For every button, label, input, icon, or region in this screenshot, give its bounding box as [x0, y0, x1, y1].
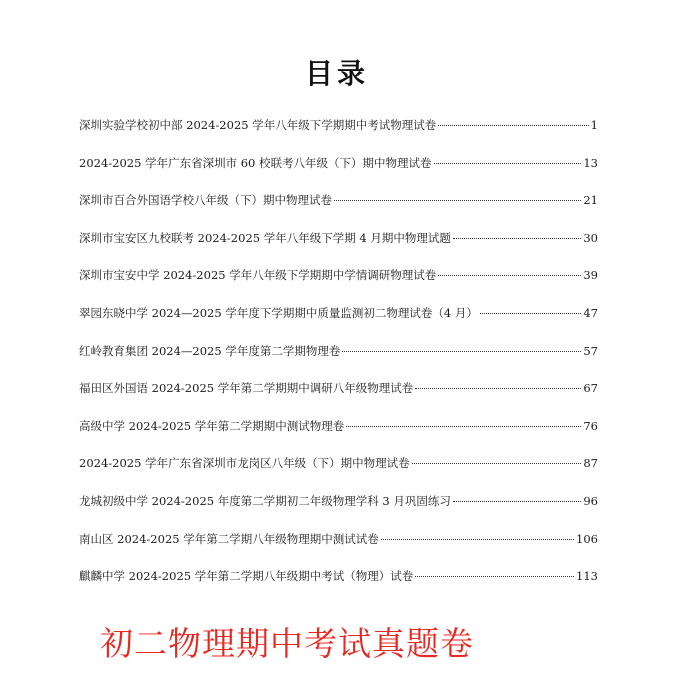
- toc-entry-page: 87: [583, 456, 598, 471]
- toc-entry-page: 106: [576, 531, 598, 546]
- dot-leader: [434, 163, 582, 164]
- toc-entry-page: 57: [583, 343, 598, 358]
- toc-entry-page: 21: [583, 193, 598, 208]
- toc-entry-title: 麒麟中学 2024-2025 学年第二学期八年级期中考试（物理）试卷: [79, 569, 414, 584]
- toc-entry-title: 南山区 2024-2025 学年第二学期八年级物理期中测试试卷: [79, 531, 379, 546]
- toc-entry[interactable]: [79, 112, 598, 150]
- toc-entry[interactable]: [79, 262, 598, 300]
- table-of-contents: [79, 112, 598, 601]
- toc-entry-page: 1: [590, 118, 598, 132]
- toc-entry-title: 福田区外国语 2024-2025 学年第二学期期中调研八年级物理试卷: [79, 381, 414, 396]
- dot-leader: [381, 539, 574, 540]
- toc-entry[interactable]: [79, 413, 598, 451]
- dot-leader: [438, 125, 588, 126]
- toc-entry-title: 深圳市百合外国语学校八年级（下）期中物理试卷: [79, 193, 332, 208]
- toc-entry-title: 龙城初级中学 2024-2025 年度第二学期初二年级物理学科 3 月巩固练习: [79, 493, 451, 508]
- toc-entry-page: 39: [583, 268, 598, 283]
- toc-entry-page: 47: [583, 305, 598, 320]
- toc-entry-page: 13: [583, 155, 598, 170]
- toc-entry-title: 2024-2025 学年广东省深圳市龙岗区八年级（下）期中物理试卷: [79, 456, 410, 471]
- toc-entry-title: 翠园东晓中学 2024—2025 学年度下学期期中质量监测初二物理试卷（4 月）: [79, 305, 478, 320]
- toc-entry-title: 深圳实验学校初中部 2024-2025 学年八年级下学期期中考试物理试卷: [79, 118, 437, 132]
- toc-entry-page: 76: [583, 418, 598, 433]
- toc-entry[interactable]: [79, 563, 598, 601]
- toc-entry[interactable]: [79, 300, 598, 338]
- toc-entry-page: 96: [583, 493, 598, 508]
- toc-entry[interactable]: [79, 488, 598, 526]
- dot-leader: [480, 313, 582, 314]
- dot-leader: [415, 576, 574, 577]
- toc-entry-page: 67: [583, 381, 598, 396]
- toc-entry[interactable]: [79, 338, 598, 376]
- dot-leader: [342, 351, 581, 352]
- dot-leader: [453, 238, 582, 239]
- toc-entry-page: 30: [583, 230, 598, 245]
- dot-leader: [334, 200, 581, 201]
- toc-entry-title: 深圳市宝安中学 2024-2025 学年八年级下学期期中学情调研物理试卷: [79, 268, 437, 283]
- dot-leader: [346, 426, 581, 427]
- dot-leader: [438, 275, 581, 276]
- toc-entry[interactable]: [79, 187, 598, 225]
- toc-entry[interactable]: [79, 375, 598, 413]
- toc-entry-page: 113: [576, 569, 598, 584]
- toc-entry-title: 2024-2025 学年广东省深圳市 60 校联考八年级（下）期中物理试卷: [79, 155, 432, 170]
- toc-entry-title: 红岭教育集团 2024—2025 学年度第二学期物理卷: [79, 343, 341, 358]
- toc-entry[interactable]: [79, 526, 598, 564]
- toc-entry[interactable]: [79, 450, 598, 488]
- toc-entry-title: 高级中学 2024-2025 学年第二学期期中测试物理卷: [79, 418, 345, 433]
- toc-entry[interactable]: [79, 150, 598, 188]
- dot-leader: [453, 501, 582, 502]
- page-title: 目录: [304, 57, 369, 90]
- dot-leader: [415, 388, 581, 389]
- toc-entry-title: 深圳市宝安区九校联考 2024-2025 学年八年级下学期 4 月期中物理试题: [79, 230, 451, 245]
- toc-entry[interactable]: [79, 225, 598, 263]
- overlay-caption: 初二物理期中考试真题卷: [100, 624, 474, 663]
- dot-leader: [412, 463, 582, 464]
